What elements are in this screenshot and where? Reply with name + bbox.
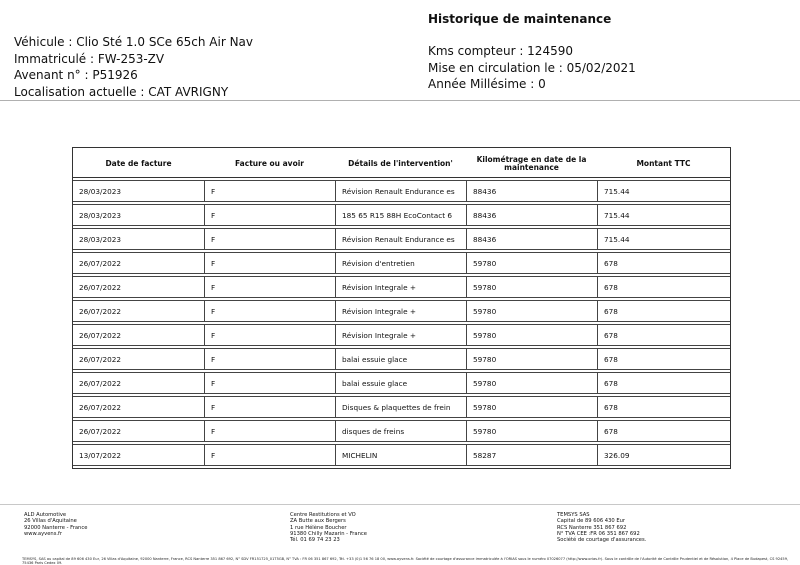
vehicle-registration: Immatriculé : FW-253-ZV [14, 51, 165, 66]
cell-amount: 715.44 [597, 204, 730, 226]
cell-mileage: 59780 [466, 396, 597, 418]
header-mileage: Kilométrage en date de la maintenance [466, 150, 597, 178]
table-row [73, 396, 730, 418]
cell-intervention-details: Révision Integrale + [335, 276, 466, 298]
vehicle-amendment: Avenant n° : P51926 [14, 68, 138, 82]
vehicle-summary [428, 43, 636, 93]
footer-restitution-center [290, 512, 367, 543]
cell-invoice-date: 13/07/2022 [73, 444, 204, 466]
cell-invoice-type: F [204, 180, 335, 202]
cell-mileage: 59780 [466, 252, 597, 274]
table-row [73, 228, 730, 250]
cell-intervention-details: Révision Renault Endurance es [335, 180, 466, 202]
cell-mileage: 58287 [466, 444, 597, 466]
cell-amount: 678 [597, 372, 730, 394]
cell-invoice-type: F [204, 276, 335, 298]
vehicle-model: Véhicule : Clio Sté 1.0 SCe 65ch Air Nav [14, 35, 254, 49]
cell-invoice-date: 26/07/2022 [73, 372, 204, 394]
cell-amount: 678 [597, 324, 730, 346]
table-row [73, 276, 730, 298]
cell-invoice-type: F [204, 372, 335, 394]
cell-invoice-date: 28/03/2023 [73, 228, 204, 250]
cell-intervention-details: MICHELIN [335, 444, 466, 466]
table-row [73, 300, 730, 322]
cell-invoice-type: F [204, 228, 335, 250]
cell-invoice-type: F [204, 204, 335, 226]
table-row [73, 444, 730, 466]
vehicle-location: Localisation actuelle : CAT AVRIGNY [14, 84, 229, 99]
header-intervention-details: Détails de l'intervention' [335, 150, 466, 178]
table-row [73, 252, 730, 274]
footer-legal-entity [557, 512, 646, 543]
table-header-row [73, 150, 730, 178]
footer-line: Capital de 89 606 430 Eur [557, 518, 626, 525]
cell-intervention-details: Disques & plaquettes de frein [335, 396, 466, 418]
cell-invoice-date: 26/07/2022 [73, 324, 204, 346]
footer-line: 26 Villas d'Aquitaine [24, 518, 77, 525]
vehicle-info [14, 34, 253, 100]
first-registration-date: Mise en circulation le : 05/02/2021 [428, 60, 636, 75]
footer-line: 92000 Nanterre - France [24, 524, 88, 531]
cell-mileage: 59780 [466, 276, 597, 298]
cell-amount: 678 [597, 276, 730, 298]
cell-intervention-details: Révision d'entretien [335, 252, 466, 274]
footer-line: 91380 Chilly Mazarin - France [290, 530, 367, 537]
cell-intervention-details: Révision Integrale + [335, 300, 466, 322]
cell-invoice-type: F [204, 420, 335, 442]
footer-line: Centre Restitutions et VO [290, 512, 356, 518]
table-row [73, 348, 730, 370]
page-title: Historique de maintenance [428, 12, 612, 26]
table-row [73, 324, 730, 346]
cell-intervention-details: Révision Integrale + [335, 324, 466, 346]
header-amount: Montant TTC [597, 150, 730, 178]
cell-invoice-type: F [204, 348, 335, 370]
table-row [73, 372, 730, 394]
cell-invoice-date: 28/03/2023 [73, 204, 204, 226]
cell-amount: 715.44 [597, 228, 730, 250]
footer-company-address [24, 512, 87, 537]
cell-amount: 678 [597, 396, 730, 418]
cell-invoice-type: F [204, 300, 335, 322]
table-row [73, 204, 730, 226]
cell-intervention-details: balai essuie glace [335, 348, 466, 370]
footer-line: ALD Automotive [24, 512, 67, 518]
model-year: Année Millésime : 0 [428, 77, 546, 91]
cell-intervention-details: 185 65 R15 88H EcoContact 6 [335, 204, 466, 226]
table-body [73, 180, 730, 466]
footer-legal-notice: TEMSYS, SAS au capital de 89 606 430 Eur, 26 Villas d'Aquitaine, 92000 Nanterre, France, RCS Nanterre 351 867 692, N° SDV FR151725_01T5GB, N° TVA : FR 06 351 867 692, Tél. +33 (0)1 56 76 18 00, www.ayvens.fr. Société de courtage d'assurance immatriculée à l'ORIAS sous le numéro 07026077 (http://www.orias.fr). Sous le contrôle de l'Autorité de Contrôle Prudentiel et de Résolution, 4 Place de Budapest, CS 92459, 75436 Paris Cedex 09. [22, 557, 789, 565]
cell-mileage: 59780 [466, 300, 597, 322]
cell-intervention-details: disques de freins [335, 420, 466, 442]
table-row [73, 180, 730, 202]
cell-invoice-date: 26/07/2022 [73, 300, 204, 322]
cell-invoice-date: 26/07/2022 [73, 348, 204, 370]
cell-invoice-type: F [204, 324, 335, 346]
cell-invoice-type: F [204, 252, 335, 274]
cell-amount: 678 [597, 420, 730, 442]
cell-intervention-details: Révision Renault Endurance es [335, 228, 466, 250]
footer-line: ZA Butte aux Bergers [290, 518, 346, 525]
mileage: Kms compteur : 124590 [428, 44, 573, 58]
footer-line: Société de courtage d'assurances. [557, 537, 647, 544]
maintenance-table [72, 147, 731, 469]
cell-mileage: 59780 [466, 372, 597, 394]
cell-invoice-date: 26/07/2022 [73, 252, 204, 274]
cell-invoice-date: 26/07/2022 [73, 420, 204, 442]
footer-line: RCS Nanterre 351 867 692 [557, 524, 627, 531]
footer-line: N° TVA CEE :FR 06 351 867 692 [557, 530, 640, 537]
cell-mileage: 59780 [466, 348, 597, 370]
cell-mileage: 59780 [466, 324, 597, 346]
header-invoice-date: Date de facture [73, 150, 204, 178]
table-row [73, 420, 730, 442]
header-divider [0, 100, 800, 101]
cell-intervention-details: balai essuie glace [335, 372, 466, 394]
cell-invoice-type: F [204, 444, 335, 466]
cell-amount: 678 [597, 300, 730, 322]
footer-line: www.ayvens.fr [24, 530, 63, 537]
cell-invoice-type: F [204, 396, 335, 418]
cell-mileage: 88436 [466, 180, 597, 202]
cell-invoice-date: 26/07/2022 [73, 396, 204, 418]
cell-amount: 715.44 [597, 180, 730, 202]
footer-line: 1 rue Hélène Boucher [290, 524, 347, 531]
footer-divider [0, 504, 800, 505]
cell-mileage: 88436 [466, 228, 597, 250]
cell-mileage: 59780 [466, 420, 597, 442]
cell-amount: 678 [597, 348, 730, 370]
header-invoice-type: Facture ou avoir [204, 150, 335, 178]
cell-invoice-date: 28/03/2023 [73, 180, 204, 202]
cell-amount: 678 [597, 252, 730, 274]
cell-amount: 326.09 [597, 444, 730, 466]
cell-invoice-date: 26/07/2022 [73, 276, 204, 298]
footer-line: TEMSYS SAS [557, 512, 590, 518]
footer-line: Tél. 01 69 74 23 23 [290, 537, 340, 544]
cell-mileage: 88436 [466, 204, 597, 226]
